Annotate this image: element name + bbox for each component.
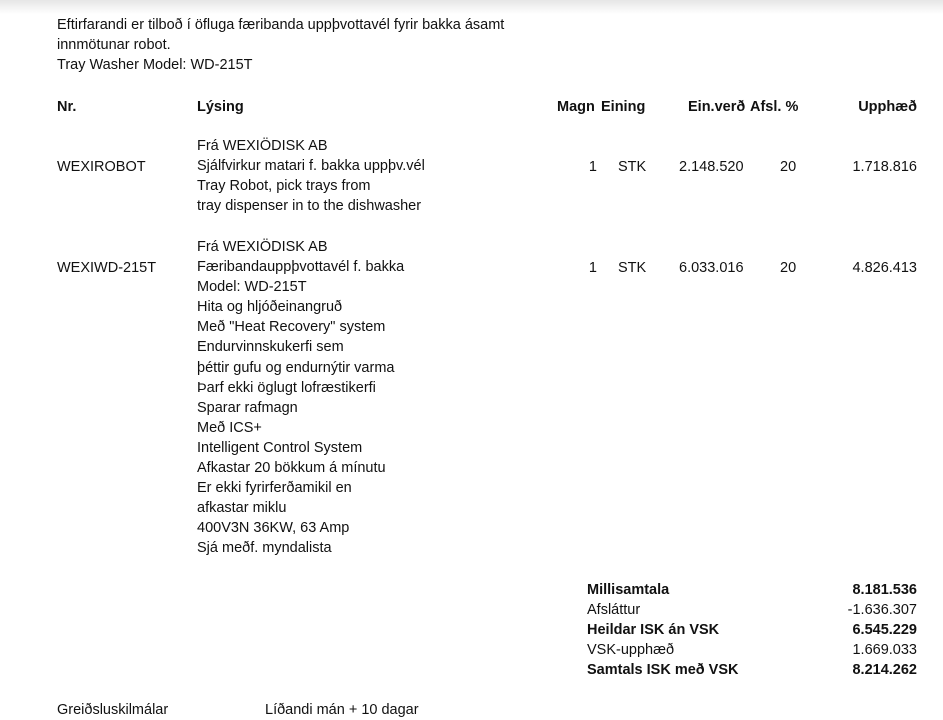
description-line: Sjá meðf. myndalista <box>197 540 332 557</box>
totals-value: 1.669.033 <box>852 642 917 658</box>
item-number: WEXIWD-215T <box>57 260 157 276</box>
description-line: Með "Heat Recovery" system <box>197 319 386 336</box>
intro-line: innmötunar robot. <box>57 37 171 54</box>
item-unit: STK <box>618 260 647 276</box>
item-description <box>197 136 425 216</box>
header-nr: Nr. <box>57 99 77 115</box>
header-einverd: Ein.verð <box>688 99 746 115</box>
description-line: Hita og hljóðeinangruð <box>197 299 343 316</box>
item-unit-price: 6.033.016 <box>679 260 744 276</box>
item-discount: 20 <box>780 260 797 276</box>
header-afsl: Afsl. % <box>750 99 799 115</box>
totals-value: -1.636.307 <box>847 602 917 618</box>
totals-row-total-excl-vat <box>587 620 917 640</box>
header-upphaed: Upphæð <box>858 99 917 115</box>
totals-label: Millisamtala <box>587 582 670 598</box>
description-line: Frá WEXIÖDISK AB <box>197 239 328 255</box>
description-line: 400V3N 36KW, 63 Amp <box>197 520 350 537</box>
item-amount: 4.826.413 <box>852 260 917 276</box>
description-line: Sjálfvirkur matari f. bakka uppþv.vél <box>197 158 425 175</box>
header-lysing: Lýsing <box>197 99 244 115</box>
description-line: Færibandauppþvottavél f. bakka <box>197 259 405 276</box>
description-line: Intelligent Control System <box>197 439 363 456</box>
payment-terms-label: Greiðsluskilmálar <box>57 702 169 718</box>
item-discount: 20 <box>780 159 797 175</box>
description-line: Frá WEXIÖDISK AB <box>197 138 328 154</box>
item-unit-price: 2.148.520 <box>679 159 744 175</box>
description-line: Þarf ekki öglugt lofræstikerfi <box>197 379 376 396</box>
totals-row-vat <box>587 640 917 660</box>
totals-row-subtotal <box>587 580 917 600</box>
totals-row-grand-total <box>587 660 917 680</box>
viewer-top-shadow <box>0 0 943 14</box>
totals-row-discount <box>587 600 917 620</box>
item-unit: STK <box>618 159 647 175</box>
description-line: tray dispenser in to the dishwasher <box>197 198 422 215</box>
description-line: þéttir gufu og endurnýtir varma <box>197 359 395 376</box>
item-amount: 1.718.816 <box>852 159 917 175</box>
description-line: Endurvinnskukerfi sem <box>197 339 344 356</box>
item-number: WEXIROBOT <box>57 159 146 175</box>
totals-label: Samtals ISK með VSK <box>587 662 739 678</box>
header-eining: Eining <box>601 99 646 115</box>
description-line: Er ekki fyrirferðamikil en <box>197 480 352 497</box>
intro-line: Eftirfarandi er tilboð í öfluga færibanda uppþvottavél fyrir bakka ásamt <box>57 17 505 33</box>
description-line: Með ICS+ <box>197 419 262 436</box>
totals-label: Heildar ISK án VSK <box>587 622 720 638</box>
item-description <box>197 237 404 559</box>
intro-line: Tray Washer Model: WD-215T <box>57 57 253 74</box>
payment-terms-value: Líðandi mán + 10 dagar <box>265 702 419 718</box>
description-line: Sparar rafmagn <box>197 399 298 416</box>
description-line: afkastar miklu <box>197 500 287 517</box>
item-quantity: 1 <box>588 159 597 175</box>
description-line: Model: WD-215T <box>197 279 307 296</box>
totals-label: VSK-upphæð <box>587 642 675 658</box>
totals-value: 8.181.536 <box>852 582 917 598</box>
item-quantity: 1 <box>588 260 597 276</box>
description-line: Tray Robot, pick trays from <box>197 178 371 195</box>
intro-text <box>57 15 504 76</box>
totals-value: 6.545.229 <box>852 622 917 638</box>
description-line: Afkastar 20 bökkum á mínutu <box>197 460 386 477</box>
totals-label: Afsláttur <box>587 602 641 618</box>
totals-value: 8.214.262 <box>852 662 917 678</box>
header-magn: Magn <box>557 99 595 115</box>
